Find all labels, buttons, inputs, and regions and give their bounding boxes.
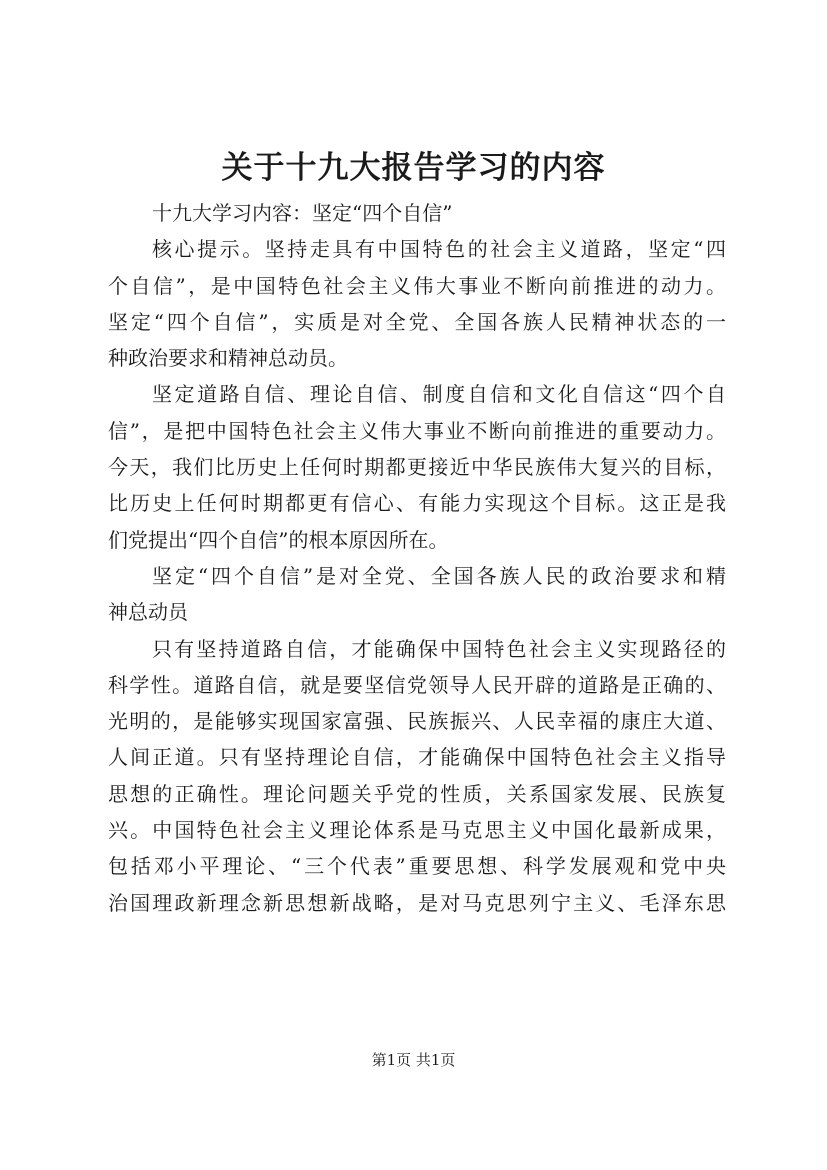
text-line: 神总动员 — [108, 600, 188, 625]
text-line: 核心提示。坚持走具有中国特色的社会主义道路，坚定“四 — [152, 237, 726, 262]
text-line: 今天，我们比历史上任何时期都更接近中华民族伟大复兴的目标， — [108, 455, 726, 480]
text-line: 光明的，是能够实现国家富强、民族振兴、人民幸福的康庄大道、 — [108, 709, 726, 734]
text-line: 信”，是把中国特色社会主义伟大事业不断向前推进的重要动力。 — [108, 418, 726, 443]
text-line: 思想的正确性。理论问题关乎党的性质，关系国家发展、民族复 — [108, 781, 726, 806]
text-line: 坚定“四个自信”，实质是对全党、全国各族人民精神状态的一 — [108, 309, 726, 334]
text-line: 坚定“四个自信”是对全党、全国各族人民的政治要求和精 — [152, 563, 726, 588]
text-line: 十九大学习内容：坚定“四个自信” — [152, 201, 453, 225]
text-line: 包括邓小平理论、“三个代表”重要思想、科学发展观和党中央 — [108, 854, 726, 879]
text-line: 兴。中国特色社会主义理论体系是马克思主义中国化最新成果， — [108, 818, 726, 843]
text-line: 种政治要求和精神总动员。 — [108, 346, 348, 371]
text-line: 们党提出“四个自信”的根本原因所在。 — [108, 527, 449, 552]
document-title: 关于十九大报告学习的内容 — [221, 150, 606, 186]
text-line: 人间正道。只有坚持理论自信，才能确保中国特色社会主义指导 — [108, 745, 726, 770]
text-line: 治国理政新理念新思想新战略，是对马克思列宁主义、毛泽东思 — [108, 890, 726, 915]
text-line: 只有坚持道路自信，才能确保中国特色社会主义实现路径的 — [152, 636, 726, 661]
text-line: 科学性。道路自信，就是要坚信党领导人民开辟的道路是正确的、 — [108, 672, 726, 697]
text-line: 比历史上任何时期都更有信心、有能力实现这个目标。这正是我 — [108, 491, 726, 516]
text-line: 坚定道路自信、理论自信、制度自信和文化自信这“四个自 — [152, 382, 726, 407]
text-line: 个自信”，是中国特色社会主义伟大事业不断向前推进的动力。 — [108, 273, 726, 298]
document-body — [108, 195, 726, 921]
page-footer: 第1页 共1页 — [371, 1051, 456, 1069]
